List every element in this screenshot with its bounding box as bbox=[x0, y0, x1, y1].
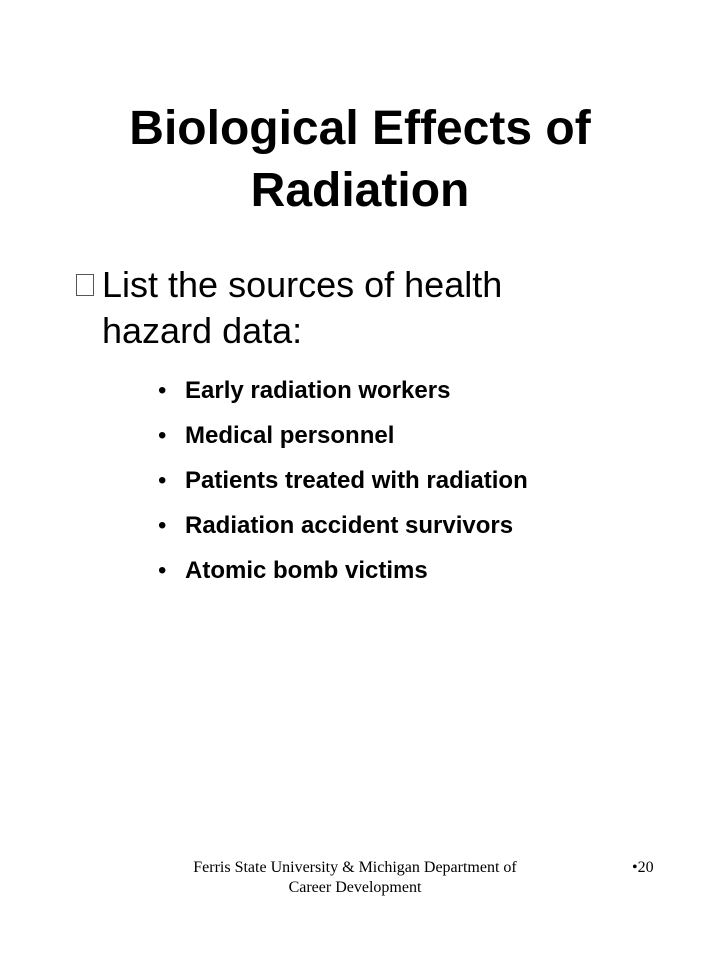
bullet-icon: • bbox=[158, 422, 167, 449]
missing-glyph-bullet-icon bbox=[76, 274, 94, 296]
footer-line-2: Career Development bbox=[288, 879, 422, 896]
list-item-text: Atomic bomb victims bbox=[185, 557, 428, 584]
source-list bbox=[158, 374, 698, 599]
list-item bbox=[158, 419, 698, 464]
bullet-icon: • bbox=[158, 557, 167, 584]
slide-title bbox=[0, 98, 720, 222]
list-item bbox=[158, 374, 698, 419]
list-item bbox=[158, 554, 698, 599]
list-item-text: Radiation accident survivors bbox=[185, 512, 514, 539]
list-item-text: Patients treated with radiation bbox=[185, 467, 528, 494]
title-line-2: Radiation bbox=[250, 164, 470, 217]
list-item bbox=[158, 509, 698, 554]
page-number: •20 bbox=[632, 859, 654, 876]
list-item bbox=[158, 464, 698, 509]
bullet-icon: • bbox=[158, 467, 167, 494]
list-item-text: Early radiation workers bbox=[185, 377, 451, 404]
main-bullet-text: List the sources of health hazard data: bbox=[102, 264, 503, 351]
footer-line-1: Ferris State University & Michigan Department of bbox=[193, 859, 517, 876]
slide-footer bbox=[150, 858, 560, 898]
title-line-1: Biological Effects of bbox=[129, 102, 591, 155]
bullet-icon: • bbox=[158, 512, 167, 539]
bullet-icon: • bbox=[158, 377, 167, 404]
list-item-text: Medical personnel bbox=[185, 422, 395, 449]
